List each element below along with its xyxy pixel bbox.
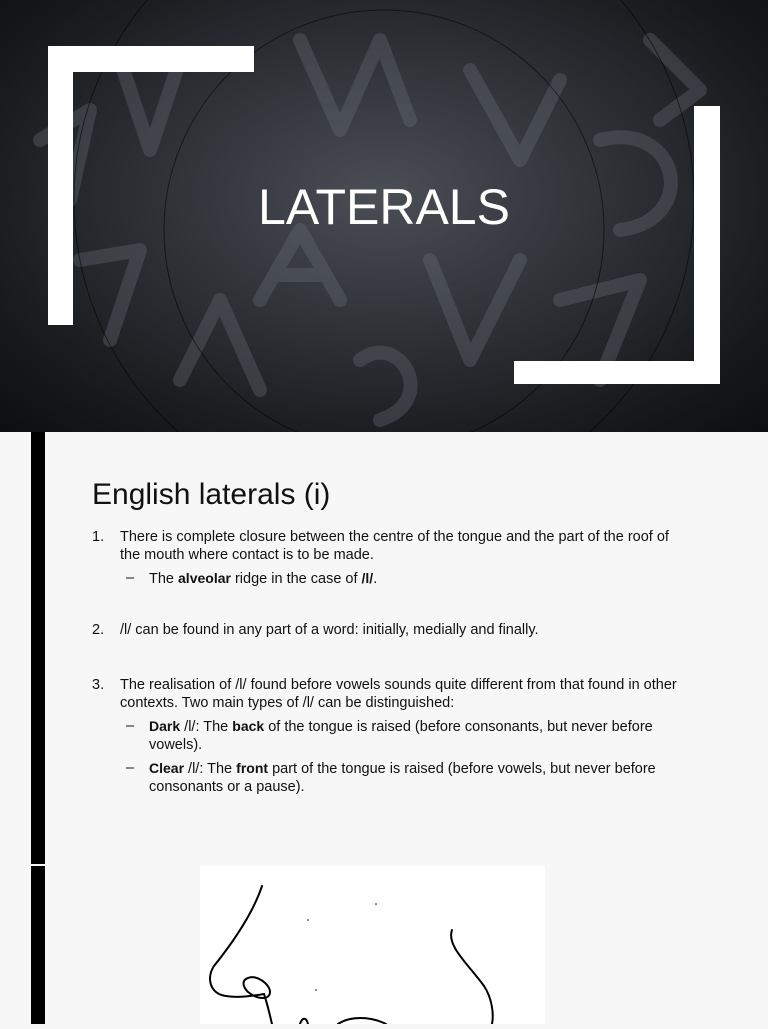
left-bracket-top <box>48 46 254 72</box>
sub-text-mid: /l/: The <box>180 719 233 735</box>
slide-title: LATERALS <box>258 179 510 235</box>
head-profile-sketch <box>200 866 545 1024</box>
articulation-diagram <box>200 866 545 1024</box>
list-number: 1. <box>92 529 105 545</box>
sub-text-pre: The <box>149 571 179 587</box>
sub-text-mid: ridge in the case of <box>230 571 362 587</box>
dash-bullet: – <box>126 718 135 734</box>
diagram-slide <box>0 866 768 1024</box>
sub-item <box>120 569 692 588</box>
list-item <box>92 676 692 796</box>
dash-bullet: – <box>126 570 135 586</box>
list-number: 3. <box>92 677 105 693</box>
bold-term: Clear <box>149 760 185 776</box>
bold-term: /l/ <box>361 570 374 586</box>
list-item-text: The realisation of /l/ found before vowels sounds quite different from that found in other contexts. Two main types of /l/ can be distinguished: <box>120 677 677 711</box>
sub-text-mid: /l/: The <box>184 761 237 777</box>
list-item-text: There is complete closure between the centre of the tongue and the part of the roof of the mouth where contact is to be made. <box>120 529 669 563</box>
bold-term: front <box>236 760 269 776</box>
bold-term: back <box>232 718 265 734</box>
list-item <box>92 528 692 588</box>
slide-heading: English laterals (i) <box>92 478 331 511</box>
sub-item <box>120 717 692 754</box>
bold-term: alveolar <box>178 570 231 586</box>
list-number: 2. <box>92 622 105 638</box>
accent-bar <box>31 432 45 864</box>
list-item <box>92 621 692 639</box>
right-bracket-bottom <box>514 361 720 384</box>
sub-text-post: . <box>373 571 378 587</box>
content-slide <box>0 432 768 864</box>
sub-item <box>120 759 692 796</box>
numbered-list <box>92 528 692 796</box>
sub-text-post: of the tongue is raised (before consonants, but never before vowels). <box>149 719 653 753</box>
list-item-text: /l/ can be found in any part of a word: initially, medially and finally. <box>120 622 539 638</box>
sub-text-post: part of the tongue is raised (before vowels, but never before consonants or a pause). <box>149 761 656 795</box>
bold-term: Dark <box>149 718 181 734</box>
right-bracket-side <box>694 106 720 384</box>
title-slide <box>0 0 768 432</box>
dash-bullet: – <box>126 760 135 776</box>
accent-bar <box>31 866 45 1024</box>
